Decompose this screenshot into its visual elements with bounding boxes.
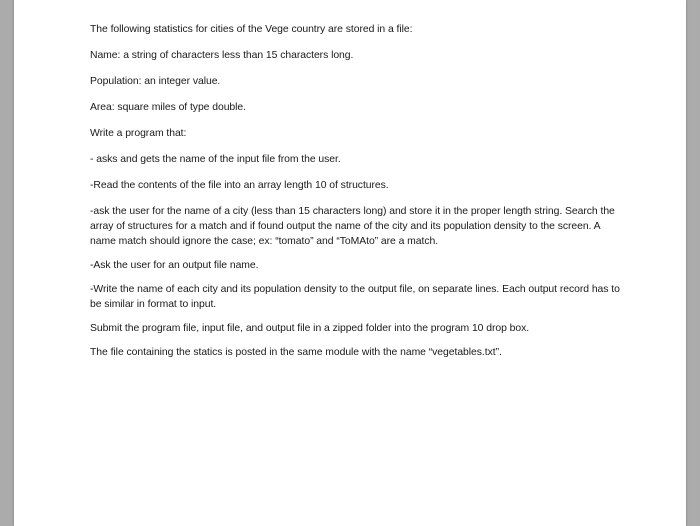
step-get-input-file: - asks and gets the name of the input file from the user. [90, 154, 341, 165]
data-file-paragraph: The file containing the statics is posted in the same module with the name “vegetables.txt”. [90, 347, 502, 358]
area-field-paragraph: Area: square miles of type double. [90, 102, 246, 113]
step-output-file-name: -Ask the user for an output file name. [90, 260, 259, 271]
write-program-paragraph: Write a program that: [90, 128, 187, 139]
step-read-file: -Read the contents of the file into an array length 10 of structures. [90, 180, 389, 191]
step-write-output: -Write the name of each city and its population density to the output file, on separate lines. Each output record has to be similar in format to input. [90, 284, 620, 310]
population-field-paragraph: Population: an integer value. [90, 76, 221, 87]
document-body [90, 22, 620, 369]
document-page [14, 0, 686, 526]
submission-paragraph: Submit the program file, input file, and output file in a zipped folder into the program 10 drop box. [90, 323, 530, 334]
intro-paragraph: The following statistics for cities of the Vege country are stored in a file: [90, 24, 413, 35]
step-search-city: -ask the user for the name of a city (less than 15 characters long) and store it in the proper length string. Search the array of structures for a match and if found output the name of the city and its population density to the screen. A name match should ignore the case; ex: “tomato” and “ToMAto” are a match. [90, 206, 615, 247]
name-field-paragraph: Name: a string of characters less than 15 characters long. [90, 50, 354, 61]
